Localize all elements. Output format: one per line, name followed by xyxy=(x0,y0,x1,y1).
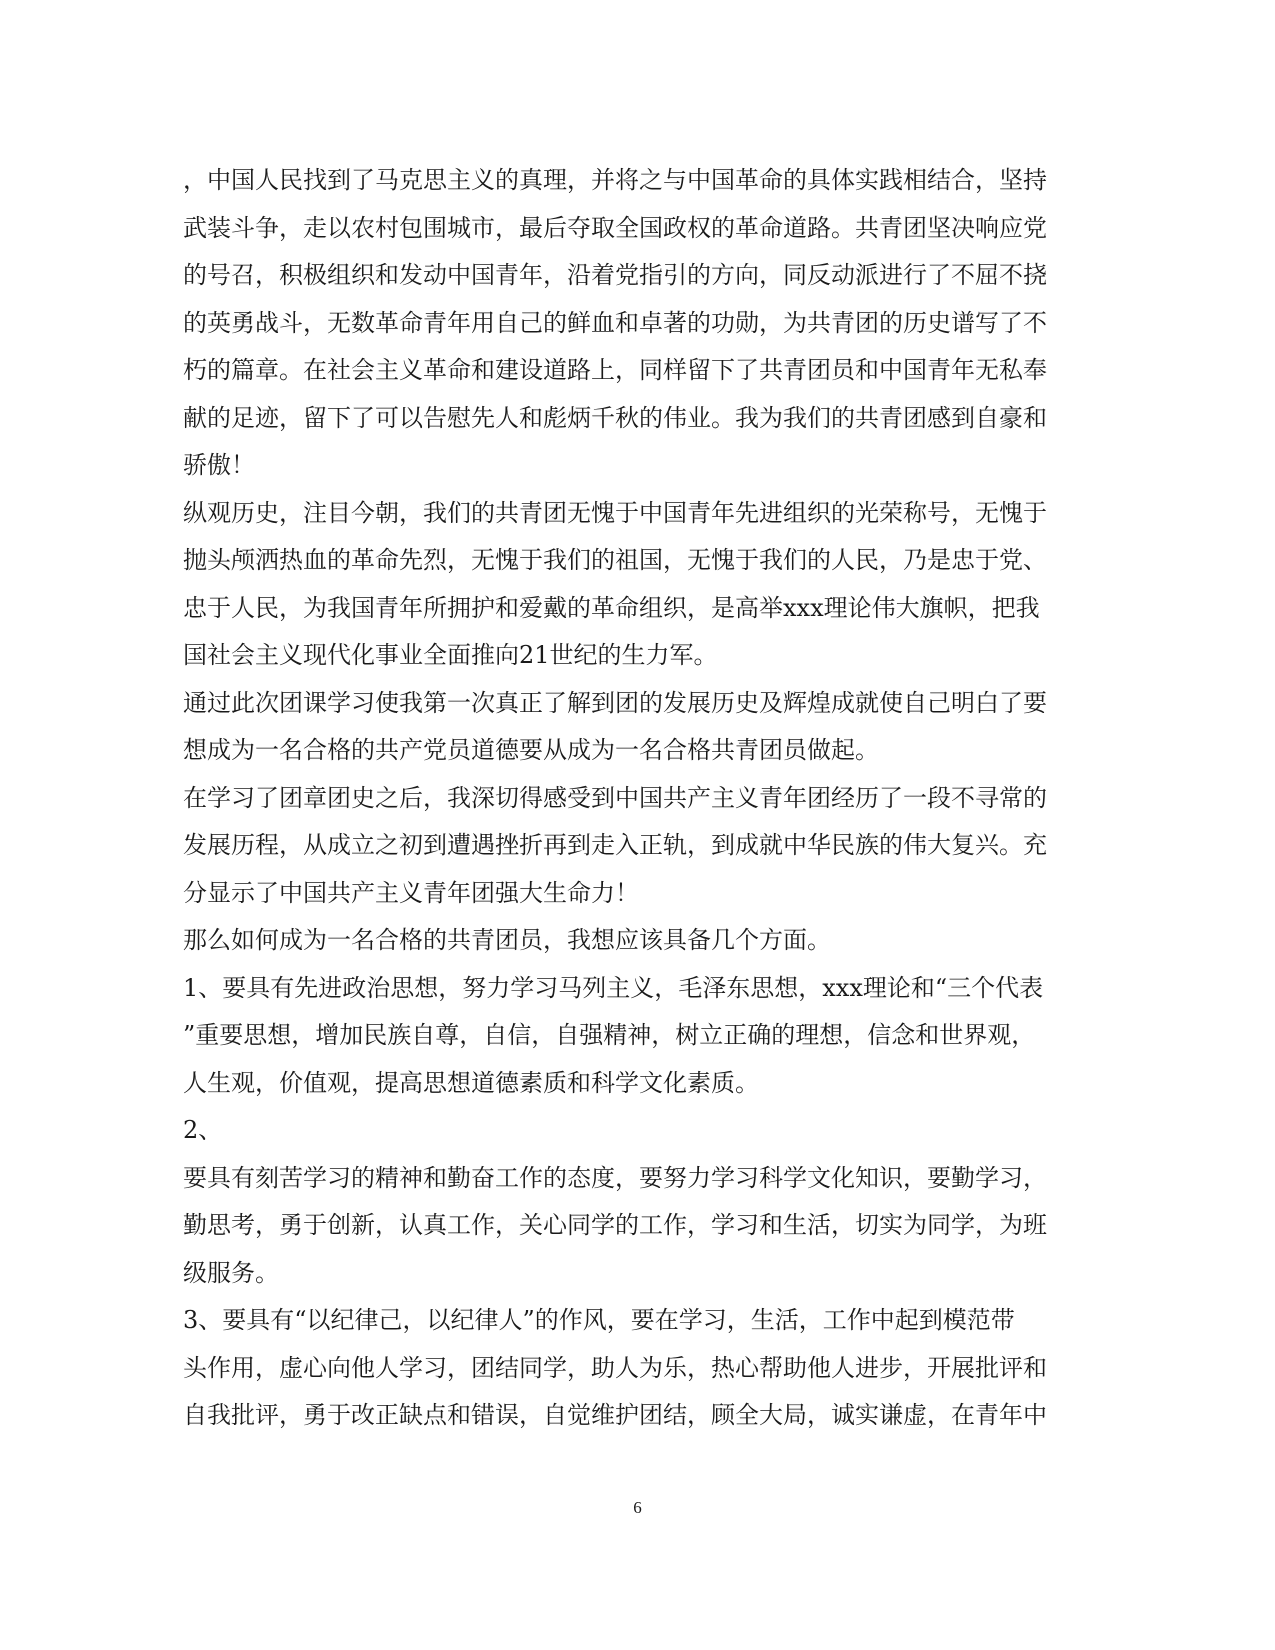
text-line: 忠于人民，为我国青年所拥护和爱戴的革命组织，是高举xxx理论伟大旗帜，把我 xyxy=(183,593,1040,622)
text-line: 在学习了团章团史之后，我深切得感受到中国共产主义青年团经历了一段不寻常的 xyxy=(183,783,1047,812)
text-line: 武装斗争，走以农村包围城市，最后夺取全国政权的革命道路。共青团坚决响应党 xyxy=(183,213,1047,242)
text-line: 要具有刻苦学习的精神和勤奋工作的态度，要努力学习科学文化知识，要勤学习， xyxy=(183,1163,1047,1192)
text-line: 勤思考，勇于创新，认真工作，关心同学的工作，学习和生活，切实为同学，为班 xyxy=(183,1211,1047,1239)
text-line: 国社会主义现代化事业全面推向21世纪的生力军。 xyxy=(183,641,718,669)
text-line: 的号召，积极组织和发动中国青年，沿着党指引的方向，同反动派进行了不屈不挠 xyxy=(183,261,1047,289)
page-number: 6 xyxy=(633,1498,642,1517)
text-line: 3、要具有“以纪律己，以纪律人”的作风，要在学习，生活，工作中起到模范带 xyxy=(183,1306,1015,1334)
text-line: 献的足迹，留下了可以告慰先人和彪炳千秋的伟业。我为我们的共青团感到自豪和 xyxy=(183,403,1047,432)
text-line: 级服务。 xyxy=(183,1258,279,1287)
text-line: 那么如何成为一名合格的共青团员，我想应该具备几个方面。 xyxy=(183,926,831,954)
text-line: 骄傲！ xyxy=(183,451,255,479)
body-text xyxy=(183,157,1083,1440)
text-line: 头作用，虚心向他人学习，团结同学，助人为乐，热心帮助他人进步，开展批评和 xyxy=(183,1353,1047,1382)
text-line: 2、 xyxy=(183,1116,223,1144)
text-line: 朽的篇章。在社会主义革命和建设道路上，同样留下了共青团员和中国青年无私奉 xyxy=(183,356,1047,384)
text-line: ”重要思想，增加民族自尊，自信，自强精神，树立正确的理想，信念和世界观， xyxy=(183,1021,1036,1049)
text-line: 想成为一名合格的共产党员道德要从成为一名合格共青团员做起。 xyxy=(183,736,879,764)
text-line: 自我批评，勇于改正缺点和错误，自觉维护团结，顾全大局，诚实谦虚，在青年中 xyxy=(183,1401,1047,1429)
text-line: 1、要具有先进政治思想，努力学习马列主义，毛泽东思想，xxx理论和“三个代表 xyxy=(183,973,1044,1002)
text-line: 的英勇战斗，无数革命青年用自己的鲜血和卓著的功勋，为共青团的历史谱写了不 xyxy=(183,308,1047,337)
text-line: 人生观，价值观，提高思想道德素质和科学文化素质。 xyxy=(183,1068,759,1097)
text-line: 发展历程，从成立之初到遭遇挫折再到走入正轨，到成就中华民族的伟大复兴。充 xyxy=(183,831,1047,859)
text-line: 纵观历史，注目今朝，我们的共青团无愧于中国青年先进组织的光荣称号，无愧于 xyxy=(183,498,1047,527)
text-line: 通过此次团课学习使我第一次真正了解到团的发展历史及辉煌成就使自己明白了要 xyxy=(183,688,1047,717)
text-line: ，中国人民找到了马克思主义的真理，并将之与中国革命的具体实践相结合，坚持 xyxy=(183,166,1047,194)
text-line: 抛头颅洒热血的革命先烈，无愧于我们的祖国，无愧于我们的人民，乃是忠于党、 xyxy=(183,546,1047,574)
text-line: 分显示了中国共产主义青年团强大生命力！ xyxy=(183,878,639,907)
